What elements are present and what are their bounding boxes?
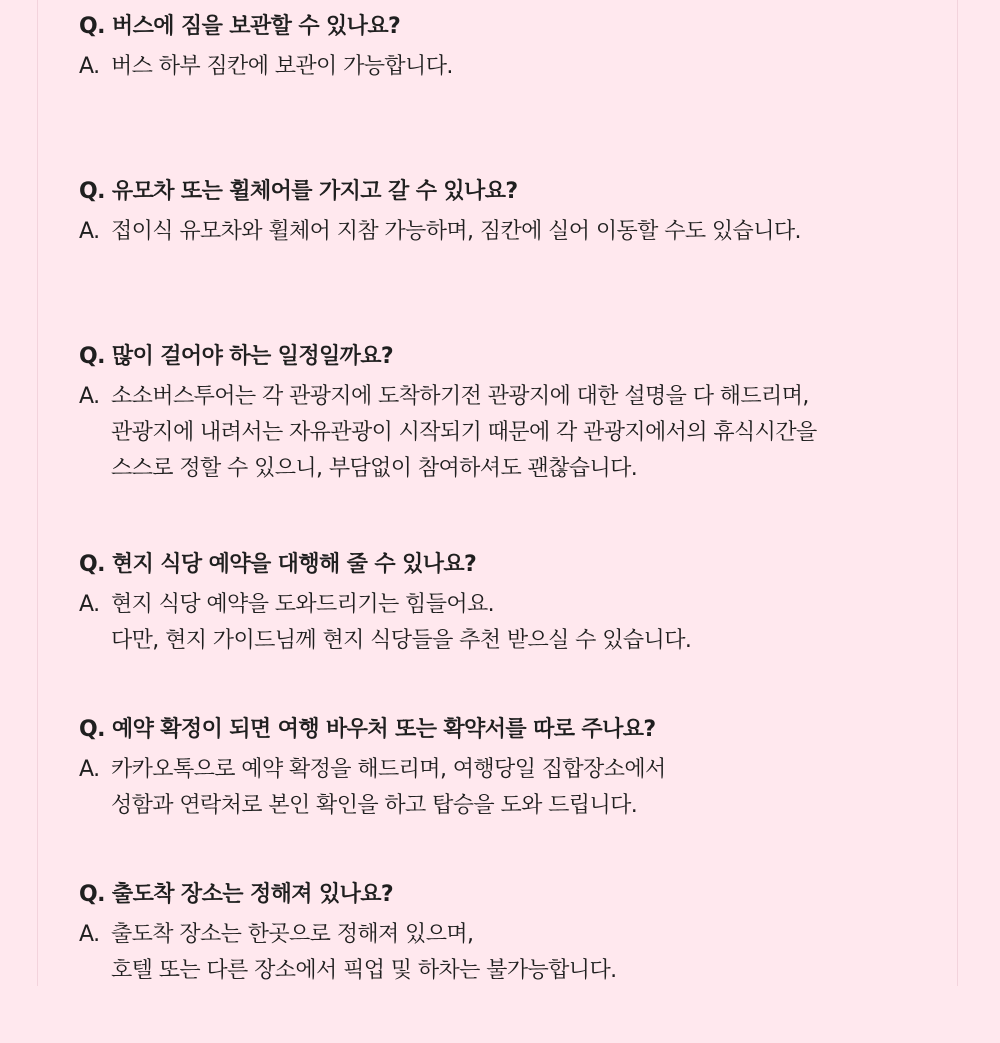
- answer-line: 소소버스투어는 각 관광지에 도착하기전 관광지에 대한 설명을 다 해드리며,: [111, 384, 809, 409]
- faq-list: [79, 10, 959, 1043]
- faq-item: [79, 175, 959, 340]
- faq-item: [79, 878, 959, 1043]
- answer-prefix: A.: [79, 384, 100, 409]
- faq-item: [79, 548, 959, 713]
- answer-line: 버스 하부 짐칸에 보관이 가능합니다.: [111, 54, 453, 79]
- faq-answer: [79, 49, 959, 85]
- faq-question: Q. 현지 식당 예약을 대행해 줄 수 있나요?: [79, 552, 477, 577]
- content-left-border: [37, 0, 38, 986]
- answer-prefix: A.: [79, 219, 100, 244]
- answer-prefix: A.: [79, 592, 100, 617]
- answer-prefix: A.: [79, 922, 100, 947]
- answer-line: 출도착 장소는 한곳으로 정해져 있으며,: [111, 922, 474, 947]
- answer-prefix: A.: [79, 757, 100, 782]
- answer-line: 호텔 또는 다른 장소에서 픽업 및 하차는 불가능합니다.: [111, 958, 617, 983]
- answer-line: 다만, 현지 가이드님께 현지 식당들을 추천 받으실 수 있습니다.: [111, 628, 692, 653]
- faq-answer: [79, 917, 959, 989]
- faq-question: Q. 출도착 장소는 정해져 있나요?: [79, 882, 394, 907]
- answer-line: 접이식 유모차와 휠체어 지참 가능하며, 짐칸에 실어 이동할 수도 있습니다.: [111, 219, 801, 244]
- answer-line: 관광지에 내려서는 자유관광이 시작되기 때문에 각 관광지에서의 휴식시간을: [111, 420, 817, 445]
- faq-item: [79, 713, 959, 878]
- faq-answer: [79, 587, 959, 659]
- answer-line: 카카오톡으로 예약 확정을 해드리며, 여행당일 집합장소에서: [111, 757, 666, 782]
- faq-question: Q. 버스에 짐을 보관할 수 있나요?: [79, 14, 401, 39]
- faq-answer: [79, 214, 959, 250]
- faq-question: Q. 유모차 또는 휠체어를 가지고 갈 수 있나요?: [79, 179, 518, 204]
- answer-line: 현지 식당 예약을 도와드리기는 힘들어요.: [111, 592, 495, 617]
- answer-line: 스스로 정할 수 있으니, 부담없이 참여하셔도 괜찮습니다.: [111, 456, 638, 481]
- faq-item: [79, 340, 959, 548]
- faq-question: Q. 예약 확정이 되면 여행 바우처 또는 확약서를 따로 주나요?: [79, 717, 656, 742]
- faq-answer: [79, 379, 959, 487]
- faq-question: Q. 많이 걸어야 하는 일정일까요?: [79, 344, 394, 369]
- faq-answer: [79, 752, 959, 824]
- faq-item: [79, 10, 959, 175]
- answer-prefix: A.: [79, 54, 100, 79]
- answer-line: 성함과 연락처로 본인 확인을 하고 탑승을 도와 드립니다.: [111, 793, 638, 818]
